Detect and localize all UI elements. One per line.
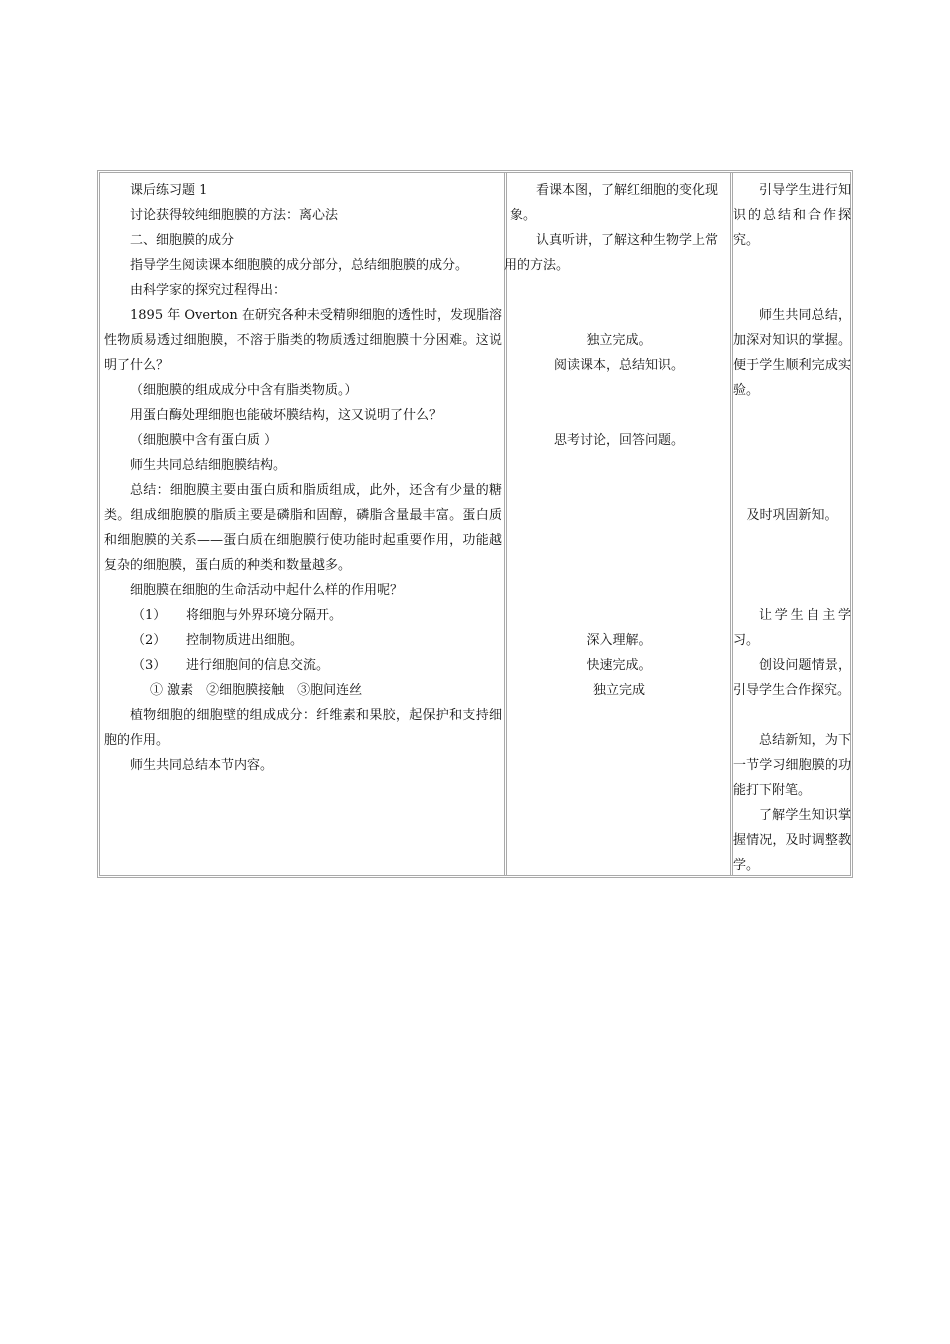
design-intent: 创设问题情景，引导学生合作探究。: [733, 658, 851, 698]
function-item: 将细胞与外界环境分隔开。: [186, 608, 343, 623]
lipid-answer: （细胞膜的组成成分中含有脂类物质。）: [130, 383, 358, 398]
function-number: （2）: [132, 633, 167, 648]
function-number: （1）: [132, 608, 167, 623]
exercise-heading: 课后练习题 1: [130, 183, 208, 198]
lesson-plan-table: [97, 170, 853, 878]
closing-summary: 师生共同总结本节内容。: [130, 758, 274, 773]
overton-paragraph: 1895 年 Overton 在研究各种未受精卵细胞的透性时，发现脂溶性物质易透过细胞膜，不溶于脂类的物质透过细胞膜十分困难。这说明了什么？: [104, 308, 502, 373]
section-heading: 二、细胞膜的成分: [130, 233, 235, 248]
function-item: 控制物质进出细胞。: [186, 633, 304, 648]
protein-answer: （细胞膜中含有蛋白质 ）: [130, 433, 278, 448]
function-number: （3）: [132, 658, 167, 673]
student-activity: 独立完成: [592, 683, 645, 698]
student-activity: 看课本图，了解红细胞的变化现象。: [510, 183, 719, 223]
protease-question: 用蛋白酶处理细胞也能破坏膜结构，这又说明了什么？: [130, 408, 443, 423]
design-intent: 总结新知，为下一节学习细胞膜的功能打下附笔。: [733, 733, 851, 798]
column-divider: [504, 173, 507, 875]
student-activity: 认真听讲，了解这种生物学上常: [536, 233, 719, 248]
design-intent: 及时巩固新知。: [746, 508, 838, 523]
design-intent: 引导学生进行知识的总结和合作探究。: [733, 183, 851, 248]
reading-guide: 指导学生阅读课本细胞膜的成分部分，总结细胞膜的成分。: [130, 258, 469, 273]
student-activity: 思考讨论，回答问题。: [553, 433, 684, 448]
method-discussion: 讨论获得较纯细胞膜的方法：离心法: [130, 208, 339, 223]
student-activity: 独立完成。: [586, 333, 652, 348]
function-question: 细胞膜在细胞的生命活动中起什么样的作用呢？: [130, 583, 404, 598]
summary-prompt: 师生共同总结细胞膜结构。: [130, 458, 287, 473]
student-activity: 阅读课本，总结知识。: [553, 358, 684, 373]
design-intent: 了解学生知识掌握情况，及时调整教学。: [733, 808, 851, 873]
function-item: 进行细胞间的信息交流。: [186, 658, 330, 673]
summary-paragraph: 总结：细胞膜主要由蛋白质和脂质组成，此外，还含有少量的糖类。组成细胞膜的脂质主要是磷脂和固醇，磷脂含量最丰富。蛋白质和细胞膜的关系——蛋白质在细胞膜行使功能时起重要作用，功能越复杂的细胞膜，蛋白质的种类和数量越多。: [104, 483, 502, 573]
design-intent: 让学生自主学习。: [733, 608, 851, 648]
overflow-text: 用的方法。: [504, 258, 570, 273]
student-activity: 深入理解。: [586, 633, 652, 648]
communication-examples: ① 激素 ②细胞膜接触 ③胞间连丝: [150, 683, 363, 698]
inquiry-intro: 由科学家的探究过程得出：: [130, 283, 287, 298]
student-activity: 快速完成。: [586, 658, 652, 673]
design-intent: 师生共同总结，加深对知识的掌握。便于学生顺利完成实验。: [733, 308, 851, 398]
cell-wall-paragraph: 植物细胞的细胞壁的组成成分：纤维素和果胶，起保护和支持细胞的作用。: [104, 708, 502, 748]
